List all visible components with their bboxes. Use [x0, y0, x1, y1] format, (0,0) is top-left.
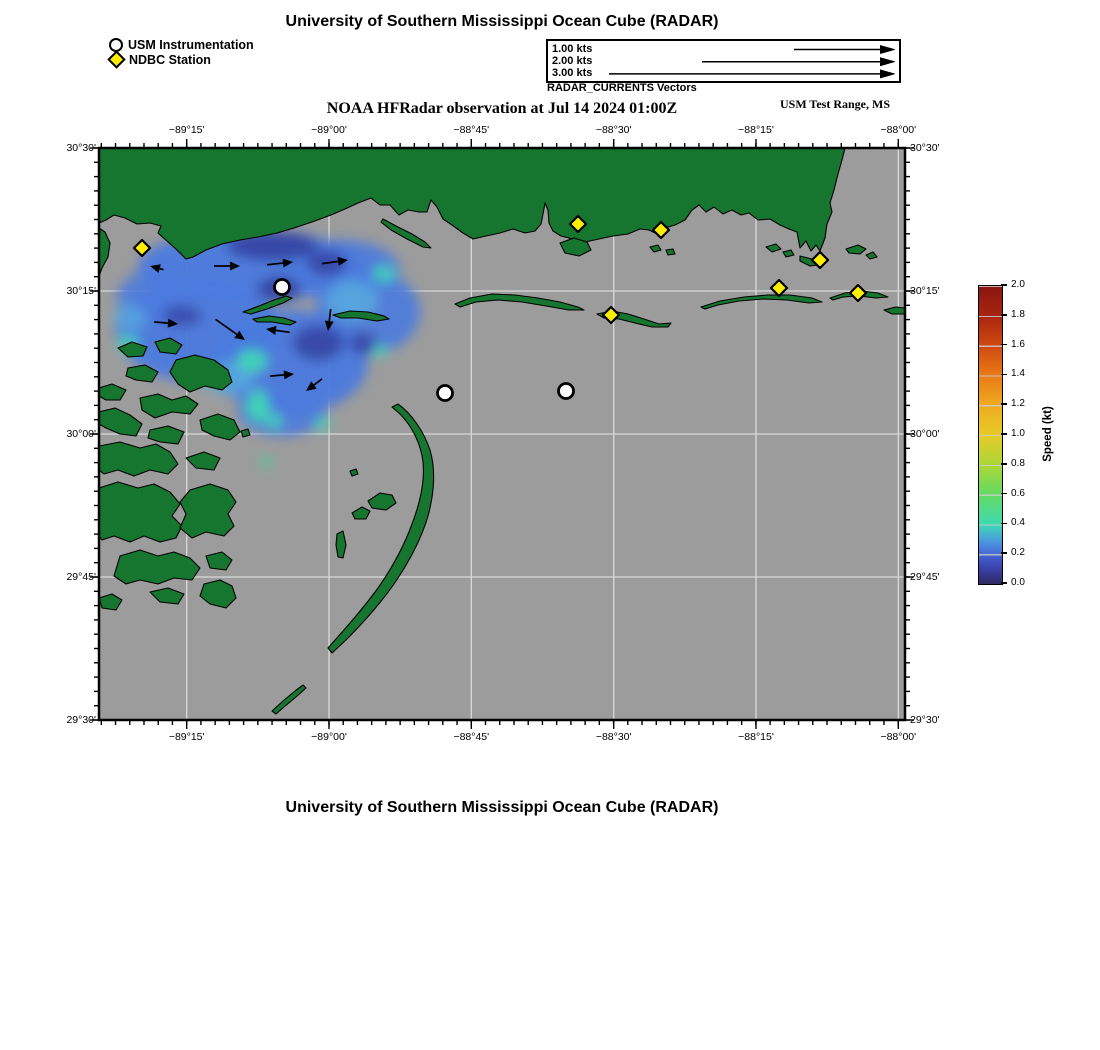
lat-tick-label: 29°30': [66, 714, 96, 726]
vector-scale-3kt: 3.00 kts: [552, 67, 593, 79]
lat-tick-label: 29°45': [66, 571, 96, 583]
colorbar-tick-label: 1.2: [1011, 398, 1025, 410]
usm-instrument-marker: [438, 386, 453, 401]
colorbar-tick: [1001, 403, 1007, 405]
lat-tick-label: 30°00': [66, 428, 96, 440]
colorbar-tick-label: 1.4: [1011, 368, 1025, 380]
lon-tick-label: −88°15': [738, 731, 774, 743]
islet: [350, 469, 358, 476]
lat-tick-label: 30°15': [66, 285, 96, 297]
lon-tick-label: −88°15': [738, 124, 774, 136]
lon-tick-label: −88°45': [453, 124, 490, 136]
vector-scale-box: [546, 39, 901, 83]
islet: [666, 249, 675, 255]
colorbar-title: Speed (kt): [1042, 406, 1054, 462]
lon-tick-label: −89°15': [168, 124, 205, 136]
usm-instrument-marker: [559, 384, 574, 399]
lat-tick-label: 30°30': [910, 142, 940, 154]
colorbar-tick-label: 0.0: [1011, 577, 1025, 588]
vector-legend-caption: RADAR_CURRENTS Vectors: [547, 82, 697, 94]
marker-legend: [109, 37, 254, 67]
page-title: University of Southern Mississippi Ocean Cube (RADAR): [285, 13, 719, 30]
colorbar-tick: [1001, 523, 1007, 525]
lon-tick-label: −88°30': [595, 124, 632, 136]
ndbc-diamond-icon: [107, 50, 125, 68]
colorbar-tick: [1001, 493, 1007, 495]
lon-tick-label: −89°00': [311, 731, 347, 743]
lon-tick-label: −89°15': [168, 731, 205, 743]
legend-ndbc-label: NDBC Station: [129, 52, 211, 67]
map-canvas: [85, 134, 925, 734]
lon-tick-label: −89°00': [311, 124, 347, 136]
colorbar-tick: [1001, 344, 1007, 346]
colorbar-tick-label: 1.6: [1011, 338, 1025, 350]
colorbar-tick: [1001, 433, 1007, 435]
colorbar-tick-label: 0.2: [1011, 547, 1025, 559]
legend-row-usm: [109, 37, 254, 52]
colorbar-tick: [1001, 314, 1007, 316]
bottom-title: University of Southern Mississippi Ocean Cube (RADAR): [285, 799, 719, 816]
vector-scale-2kt: 2.00 kts: [552, 55, 593, 67]
legend-row-ndbc: [109, 52, 254, 67]
lon-tick-label: −88°45': [453, 731, 490, 743]
lat-tick-label: 29°30': [910, 714, 940, 726]
vector-scale-1kt: 1.00 kts: [552, 43, 593, 55]
lat-tick-label: 29°45': [910, 571, 940, 583]
colorbar-tick-label: 1.0: [1011, 428, 1025, 439]
islet: [241, 429, 250, 437]
marsh: [180, 484, 236, 538]
colorbar-tick: [1001, 582, 1007, 584]
legend-usm-label: USM Instrumentation: [128, 37, 254, 52]
lon-tick-label: −88°00': [880, 124, 917, 136]
test-range-label: USM Test Range, MS: [779, 97, 890, 111]
usm-instrument-marker: [275, 280, 290, 295]
colorbar-tick: [1001, 284, 1007, 286]
observation-subtitle: NOAA HFRadar observation at Jul 14 2024 01:00Z: [326, 100, 678, 117]
colorbar: [978, 285, 1003, 585]
colorbar-tick-label: 0.4: [1011, 517, 1025, 529]
colorbar-tick-label: 2.0: [1011, 279, 1025, 290]
colorbar-tick: [1001, 374, 1007, 376]
colorbar-tick-label: 0.6: [1011, 487, 1025, 499]
lat-tick-label: 30°15': [910, 285, 940, 297]
lat-tick-label: 30°00': [910, 428, 940, 440]
colorbar-tick-label: 0.8: [1011, 457, 1025, 469]
colorbar-tick-label: 1.8: [1011, 308, 1025, 320]
lat-tick-label: 30°30': [66, 142, 96, 154]
colorbar-tick: [1001, 463, 1007, 465]
lon-tick-label: −88°30': [595, 731, 632, 743]
lon-tick-label: −88°00': [880, 731, 917, 743]
vector-scale-arrows: [548, 41, 895, 81]
colorbar-tick: [1001, 552, 1007, 554]
